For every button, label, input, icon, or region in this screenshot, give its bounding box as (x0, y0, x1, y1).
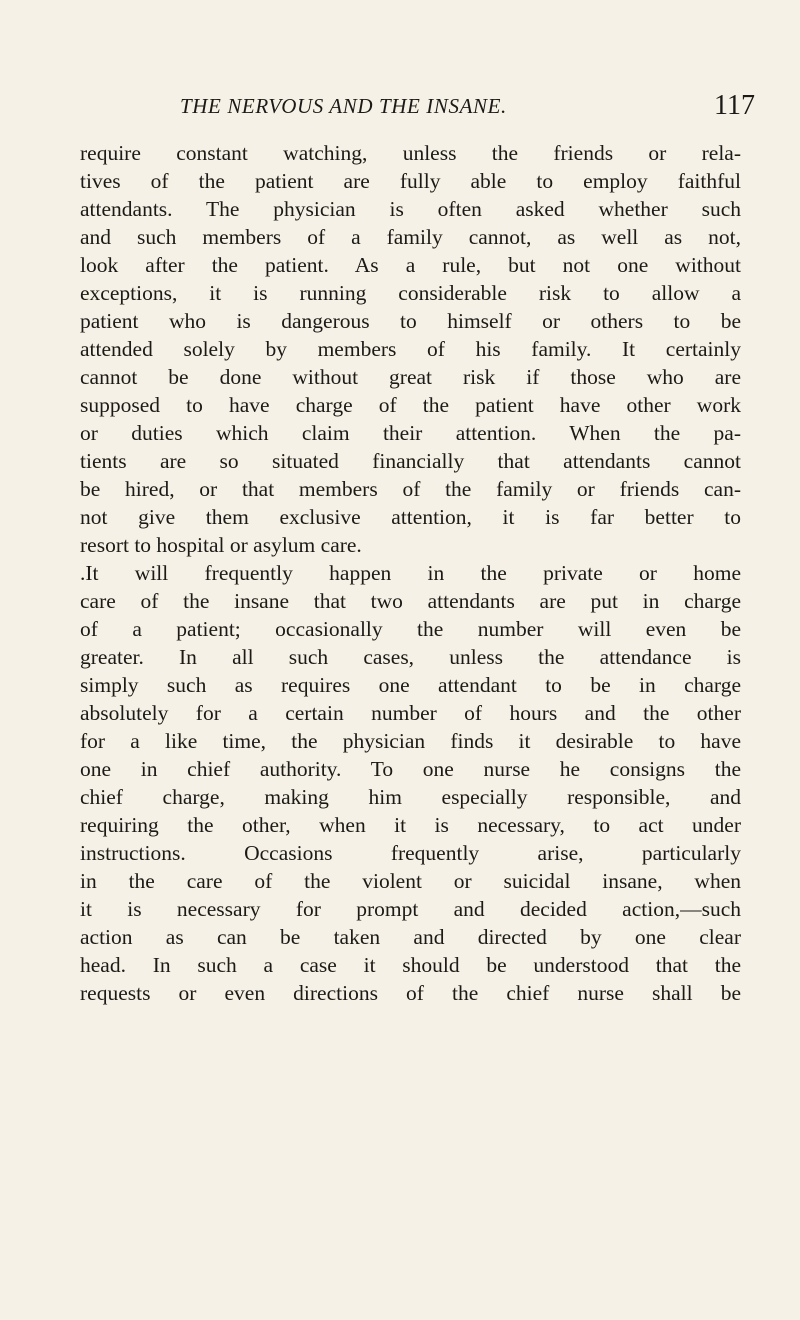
text-line: be hired, or that members of the family or friends can- (80, 477, 741, 501)
running-title: THE NERVOUS AND THE INSANE. (180, 94, 507, 118)
text-line: of a patient; occasionally the number will even be (80, 617, 741, 641)
text-line: one in chief authority. To one nurse he consigns the (80, 757, 741, 781)
text-line: action as can be taken and directed by one clear (80, 925, 741, 949)
text-line: attended solely by members of his family. It certainly (80, 337, 741, 361)
text-line: require constant watching, unless the friends or rela- (80, 141, 741, 165)
text-line: for a like time, the physician finds it desirable to have (80, 729, 741, 753)
paragraph-start-line: .It will frequently happen in the private or home (80, 561, 741, 585)
text-line: tives of the patient are fully able to employ faithful (80, 169, 741, 193)
text-line: absolutely for a certain number of hours and the other (80, 701, 741, 725)
text-line: chief charge, making him especially responsible, and (80, 785, 741, 809)
text-line: patient who is dangerous to himself or others to be (80, 309, 741, 333)
text-line: or duties which claim their attention. When the pa- (80, 421, 741, 445)
body-text (80, 139, 741, 1007)
text-line: not give them exclusive attention, it is far better to (80, 505, 741, 529)
text-line: it is necessary for prompt and decided action,—such (80, 897, 741, 921)
text-line: head. In such a case it should be understood that the (80, 953, 741, 977)
page-number: 117 (714, 90, 755, 121)
text-line: cannot be done without great risk if those who are (80, 365, 741, 389)
text-line: in the care of the violent or suicidal insane, when (80, 869, 741, 893)
paragraph-end-line: resort to hospital or asylum care. (80, 533, 362, 557)
text-line: requests or even directions of the chief nurse shall be (80, 981, 741, 1005)
text-line: attendants. The physician is often asked whether such (80, 197, 741, 221)
text-line: exceptions, it is running considerable risk to allow a (80, 281, 741, 305)
text-line: look after the patient. As a rule, but not one without (80, 253, 741, 277)
text-line: and such members of a family cannot, as well as not, (80, 225, 741, 249)
text-line: simply such as requires one attendant to be in charge (80, 673, 741, 697)
text-line: greater. In all such cases, unless the attendance is (80, 645, 741, 669)
text-line: requiring the other, when it is necessary, to act under (80, 813, 741, 837)
text-line: care of the insane that two attendants are put in charge (80, 589, 741, 613)
text-line: supposed to have charge of the patient have other work (80, 393, 741, 417)
text-line: instructions. Occasions frequently arise, particularly (80, 841, 741, 865)
running-head (180, 90, 755, 130)
text-line: tients are so situated financially that attendants cannot (80, 449, 741, 473)
